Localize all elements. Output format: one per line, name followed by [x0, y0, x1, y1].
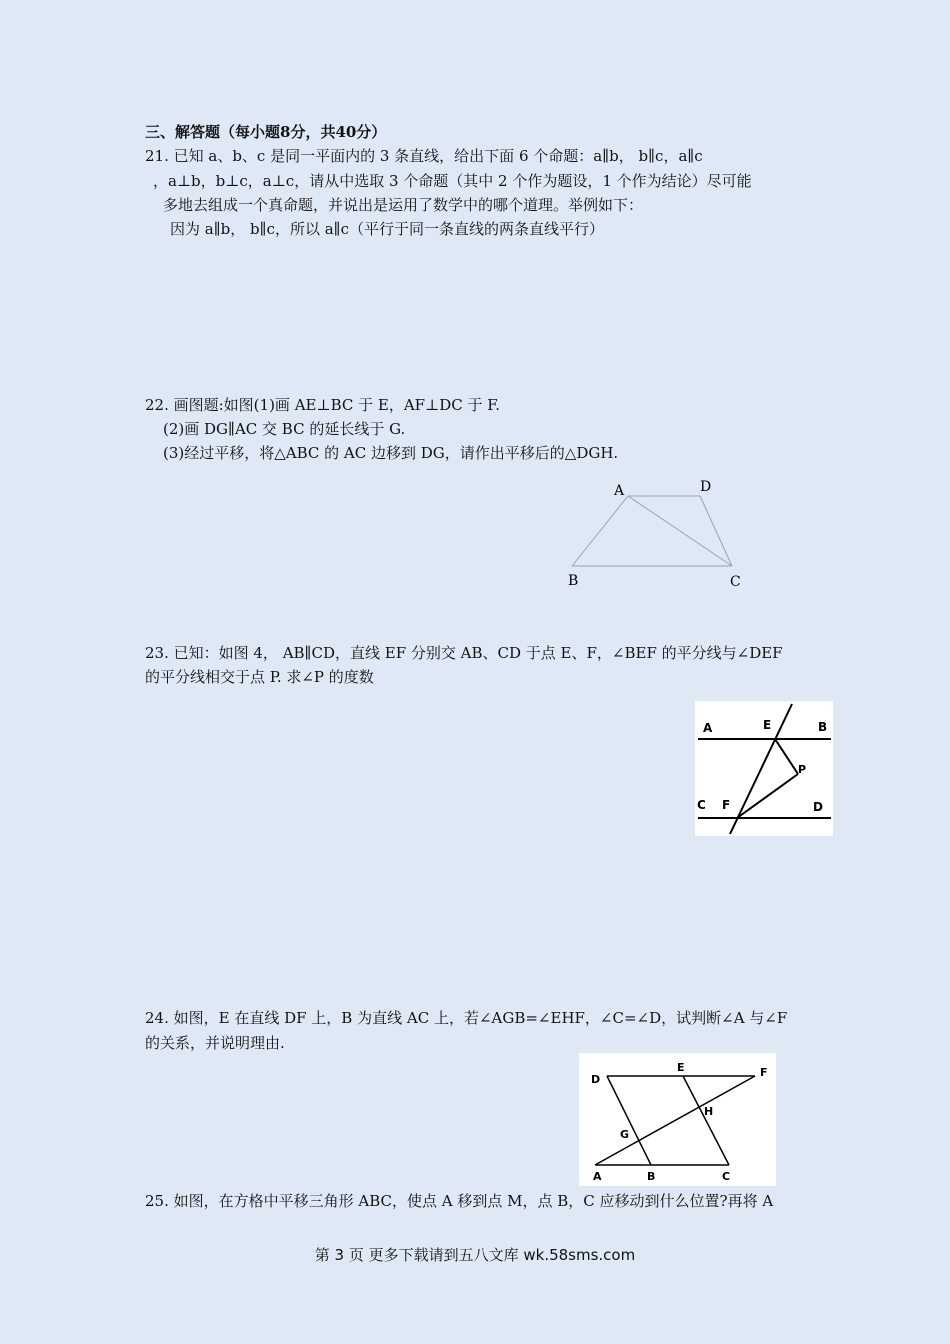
q25-line-1: 25. 如图，在方格中平移三角形 ABC，使点 A 移到点 M，点 B，C 应移动到什么位置?再将 A — [145, 1192, 774, 1210]
segment-ec — [683, 1076, 729, 1165]
line-ef — [730, 704, 792, 834]
label-a: A — [593, 1170, 602, 1183]
page-footer: 第 3 页 更多下载请到五八文库 wk.58sms.com — [314, 1246, 636, 1264]
label-f: F — [760, 1066, 768, 1079]
q24-line-2: 的关系，并说明理由. — [145, 1034, 285, 1052]
q24-figure — [579, 1053, 776, 1186]
label-e: E — [677, 1061, 685, 1074]
label-a: A — [703, 721, 713, 735]
segment-ep — [775, 739, 798, 774]
q21-example: 因为 a∥b， b∥c，所以 a∥c（平行于同一条直线的两条直线平行） — [170, 220, 604, 238]
q23-line-2: 的平分线相交于点 P. 求∠P 的度数 — [145, 668, 374, 686]
label-d: D — [591, 1073, 601, 1086]
q22-line-2: (2)画 DG∥AC 交 BC 的延长线于 G. — [163, 420, 406, 438]
segment-db — [607, 1076, 651, 1165]
segment-fp — [737, 774, 798, 818]
label-a: A — [614, 483, 625, 499]
label-b: B — [647, 1170, 656, 1183]
label-e: E — [763, 718, 772, 732]
label-d: D — [813, 800, 823, 814]
q21-line-1: 21. 已知 a、b、c 是同一平面内的 3 条直线，给出下面 6 个命题：a∥b， b∥c，a∥c — [145, 147, 703, 165]
section-title: 三、解答题（每小题8分，共40分） — [145, 123, 387, 141]
label-g: G — [620, 1128, 630, 1141]
label-b: B — [568, 573, 579, 589]
label-c: C — [697, 798, 706, 812]
label-f: F — [722, 798, 731, 812]
label-c: C — [722, 1170, 731, 1183]
label-c: C — [730, 574, 741, 590]
label-d: D — [700, 479, 712, 495]
q23-line-1: 23. 已知：如图 4， AB∥CD，直线 EF 分别交 AB、CD 于点 E、F，∠BEF 的平分线与∠DEF — [145, 644, 783, 662]
q21-line-2: ，a⊥b，b⊥c，a⊥c，请从中选取 3 个命题（其中 2 个作为题设，1 个作为结论）尽可能 — [153, 172, 752, 190]
q24-line-1: 24. 如图，E 在直线 DF 上，B 为直线 AC 上，若∠AGB=∠EHF，∠C=∠D，试判断∠A 与∠F — [145, 1009, 788, 1027]
label-b: B — [818, 720, 828, 734]
q22-line-3: (3)经过平移，将△ABC 的 AC 边移到 DG，请作出平移后的△DGH. — [163, 444, 619, 462]
segment-af — [595, 1076, 755, 1165]
q23-parallel-lines-figure — [695, 701, 833, 836]
q22-trapezoid-figure — [560, 478, 750, 593]
label-h: H — [704, 1105, 714, 1118]
q22-line-1: 22. 画图题:如图(1)画 AE⊥BC 于 E，AF⊥DC 于 F. — [145, 396, 501, 414]
q21-line-3: 多地去组成一个真命题，并说出是运用了数学中的哪个道理。举例如下： — [163, 196, 644, 214]
segment-ab — [572, 496, 628, 566]
label-p: P — [798, 763, 807, 776]
